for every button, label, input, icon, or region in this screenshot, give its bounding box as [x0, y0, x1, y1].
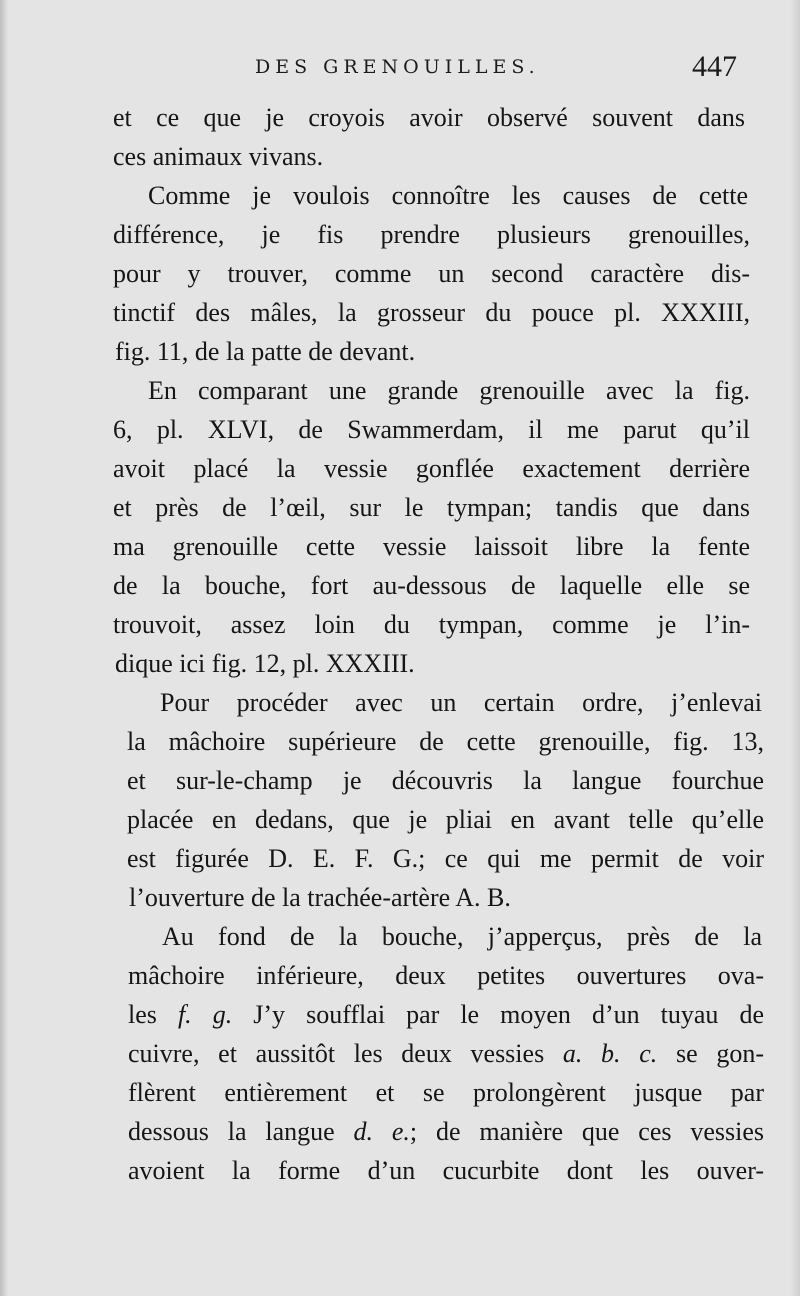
text-run: ; de manière que ces vessies: [409, 1117, 764, 1146]
running-title: DES GRENOUILLES.: [255, 56, 540, 78]
text-line: placée en dedans, que je pliai en avant telle qu’elle: [127, 805, 764, 834]
text-line: et sur-le-champ je découvris la langue fourchue: [127, 766, 764, 795]
text-line: [128, 1000, 764, 1030]
text-line: et près de l’œil, sur le tympan; tandis que dans: [113, 493, 750, 522]
text-line: [128, 1039, 764, 1069]
figure-reference: a. b. c.: [562, 1039, 658, 1068]
page-number: 447: [692, 50, 737, 83]
text-line: 6, pl. XLVI, de Swammerdam, il me parut qu’il: [113, 415, 750, 444]
text-run: J’y soufflai par le moyen d’un tuyau de: [232, 1000, 764, 1029]
text-line: l’ouverture de la trachée-artère A. B.: [129, 883, 511, 912]
text-line: dique ici fig. 12, pl. XXXIII.: [115, 649, 415, 678]
text-line: mâchoire inférieure, deux petites ouvertures ova-: [128, 961, 764, 990]
text-line: différence, je fis prendre plusieurs grenouilles,: [113, 220, 750, 249]
text-line: et ce que je croyois avoir observé souvent dans: [113, 103, 745, 132]
text-line: [128, 1117, 764, 1147]
text-run: se gon-: [657, 1039, 764, 1068]
text-line: ma grenouille cette vessie laissoit libre la fente: [113, 532, 750, 561]
text-line: de la bouche, fort au-dessous de laquelle elle se: [113, 571, 750, 600]
text-line: En comparant une grande grenouille avec la fig.: [148, 376, 750, 405]
text-line: avoit placé la vessie gonflée exactement derrière: [113, 454, 750, 483]
text-line: trouvoit, assez loin du tympan, comme je l’in-: [113, 610, 750, 639]
figure-reference: f. g.: [177, 1000, 233, 1029]
text-line: flèrent entièrement et se prolongèrent jusque par: [128, 1078, 764, 1107]
text-run: cuivre, et aussitôt les deux vessies: [128, 1039, 563, 1068]
text-line: Comme je voulois connoître les causes de cette: [148, 181, 748, 210]
text-run: les: [128, 1000, 178, 1029]
text-line: pour y trouver, comme un second caractère dis-: [113, 259, 750, 288]
text-line: est figurée D. E. F. G.; ce qui me permit de voir: [127, 844, 764, 873]
text-line: ces animaux vivans.: [113, 142, 324, 171]
text-line: Pour procéder avec un certain ordre, j’enlevai: [160, 688, 762, 717]
text-line: Au fond de la bouche, j’apperçus, près de la: [162, 922, 762, 951]
text-line: la mâchoire supérieure de cette grenouille, fig. 13,: [127, 727, 764, 756]
text-line: tinctif des mâles, la grosseur du pouce pl. XXXIII,: [113, 298, 750, 327]
figure-reference: d. e.: [353, 1117, 410, 1146]
text-line: fig. 11, de la patte de devant.: [115, 337, 416, 366]
text-line: avoient la forme d’un cucurbite dont les ouver-: [128, 1156, 764, 1185]
text-run: dessous la langue: [128, 1117, 354, 1146]
